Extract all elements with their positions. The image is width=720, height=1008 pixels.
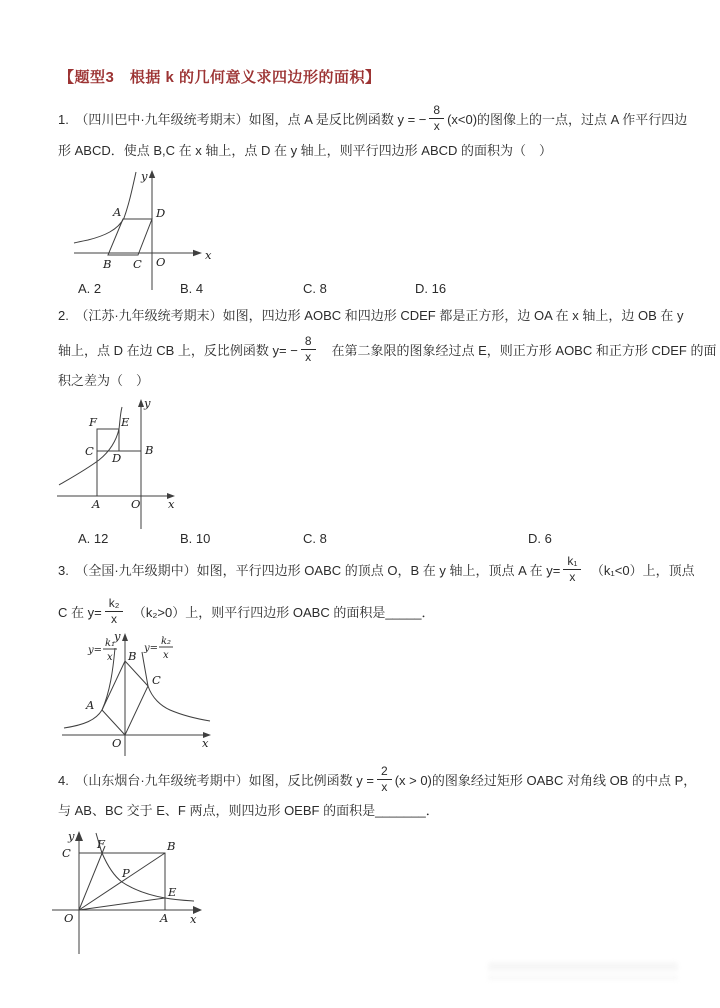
fig3-y-arrow-icon xyxy=(122,633,128,641)
fig3-eq1-numerator: k₁ xyxy=(105,638,116,649)
fig1-parallelogram-abcd xyxy=(108,219,152,255)
problem-3-fraction-2 xyxy=(105,597,124,625)
fig3-equation-k2 xyxy=(143,636,173,661)
option-c: C. 8 xyxy=(303,281,327,296)
fig2-label-e: E xyxy=(121,415,130,429)
fig3-label-b: B xyxy=(128,649,137,663)
fraction-denominator: x xyxy=(111,611,118,626)
fig3-label-a: A xyxy=(86,698,95,712)
problem-2-fraction xyxy=(301,335,316,363)
problem-2-line-2 xyxy=(58,331,716,367)
option-b: B. 10 xyxy=(180,531,211,546)
watermark-ghost xyxy=(488,962,678,984)
problem-1-text-pre: 1. （四川巴中·九年级统考期末）如图，点 A 是反比例函数 y = − xyxy=(58,111,427,127)
fig4-label-p: P xyxy=(122,866,130,880)
problem-4-text-pre: 4. （山东烟台·九年级统考期中）如图，反比例函数 y = xyxy=(58,772,374,788)
fraction-denominator: x xyxy=(381,779,388,794)
fig1-x-arrow-icon xyxy=(193,250,202,256)
problem-4-text-post: (x > 0)的图象经过矩形 OABC 对角线 OB 的中点 P， xyxy=(394,772,697,788)
problem-2-line-1: 2. （江苏·九年级统考期末）如图，四边形 AOBC 和四边形 CDEF 都是正方形，边 OA 在 x 轴上，边 OB 在 y xyxy=(58,308,684,323)
fig3-label-o: O xyxy=(112,736,122,750)
fig4-label-f: F xyxy=(97,837,105,851)
fig4-label-a: A xyxy=(160,911,169,925)
problem-3-text-pre: 3. （全国·九年级期中）如图，平行四边形 OABC 的顶点 O，B 在 y 轴上，顶点 A 在 y= xyxy=(58,562,561,578)
problem-3-line-2 xyxy=(58,593,434,629)
problem-4-fraction xyxy=(377,765,392,793)
fig3-label-x: x xyxy=(202,736,209,750)
section-title: 【题型3 根据 k 的几何意义求四边形的面积】 xyxy=(59,69,381,86)
fig3-equation-k1 xyxy=(87,638,117,663)
fig2-label-c: C xyxy=(85,444,94,458)
fraction-numerator: k₁ xyxy=(563,555,581,570)
fig3-eq1-denominator: x xyxy=(107,652,113,663)
option-d: D. 16 xyxy=(415,281,447,296)
fig2-label-b: B xyxy=(145,443,154,457)
fig2-label-a: A xyxy=(92,497,101,511)
fig1-label-a: A xyxy=(113,205,122,219)
problem-3-text-post2: （k₂>0）上，则平行四边形 OABC 的面积是_____． xyxy=(126,604,435,620)
fig4-label-e: E xyxy=(168,885,177,899)
fig1-label-x: x xyxy=(205,248,212,262)
fig2-label-f: F xyxy=(89,415,97,429)
fig4-line-of xyxy=(79,846,105,910)
problem-1-line-1 xyxy=(58,100,687,136)
fig1-label-o: O xyxy=(156,255,166,269)
fig4-label-b: B xyxy=(167,839,176,853)
problem-3-fraction-1 xyxy=(563,555,581,583)
fig4-label-o: O xyxy=(64,911,74,925)
problem-3-text-pre2: C 在 y= xyxy=(58,604,102,620)
problem-3-text-mid: （k₁<0）上，顶点 xyxy=(584,562,695,578)
fraction-numerator: 8 xyxy=(301,335,316,350)
option-d: D. 6 xyxy=(528,531,552,546)
fraction-denominator: x xyxy=(569,569,576,584)
figure-3 xyxy=(62,630,217,760)
problem-2-text-pre: 轴上，点 D 在边 CB 上，反比例函数 y= − xyxy=(58,342,298,358)
fig3-eq2-lhs: y= xyxy=(144,643,159,654)
option-c: C. 8 xyxy=(303,531,327,546)
figure-2 xyxy=(55,395,205,533)
fig1-y-arrow-icon xyxy=(149,170,155,178)
problem-2-text-post: 在第二象限的图象经过点 E，则正方形 AOBC 和正方形 CDEF 的面 xyxy=(318,342,717,358)
fraction-numerator: k₂ xyxy=(105,597,124,612)
option-a: A. 2 xyxy=(78,281,102,296)
fig1-hyperbola-curve xyxy=(74,172,136,243)
fig2-label-y: y xyxy=(144,396,151,410)
fig4-label-y: y xyxy=(68,829,75,843)
problem-2-line-3: 积之差为（ ） xyxy=(58,373,150,388)
problem-4-line-1 xyxy=(58,761,696,797)
fig4-y-arrow-icon xyxy=(75,831,83,841)
fig2-label-o: O xyxy=(131,497,141,511)
figure-1 xyxy=(72,166,232,294)
problem-4-line-2: 与 AB、BC 交于 E、F 两点，则四边形 OEBF 的面积是_______． xyxy=(58,803,439,818)
fig2-label-x: x xyxy=(168,497,175,511)
fig4-hyperbola-curve xyxy=(96,833,194,901)
fig2-label-d: D xyxy=(112,451,122,465)
problem-3-line-1 xyxy=(58,551,695,587)
fig3-label-c: C xyxy=(152,673,161,687)
fig3-label-y: y xyxy=(114,629,121,643)
fraction-denominator: x xyxy=(305,349,312,364)
fig4-line-oe xyxy=(79,898,165,910)
fraction-denominator: x xyxy=(433,118,440,133)
problem-1-line-2: 形 ABCD．使点 B,C 在 x 轴上，点 D 在 y 轴上，则平行四边形 ABCD 的面积为（ ） xyxy=(58,143,553,158)
fig3-eq2-denominator: x xyxy=(163,650,169,661)
fig4-label-c: C xyxy=(62,846,71,860)
fig1-label-b: B xyxy=(103,257,112,271)
fig1-label-c: C xyxy=(133,257,142,271)
option-b: B. 4 xyxy=(180,281,204,296)
fig3-eq1-lhs: y= xyxy=(88,645,103,656)
fig3-eq2-numerator: k₂ xyxy=(161,636,172,647)
fig1-label-y: y xyxy=(141,169,148,183)
fraction-numerator: 2 xyxy=(377,765,392,780)
problem-1-fraction xyxy=(429,104,444,132)
fraction-numerator: 8 xyxy=(429,104,444,119)
fig1-label-d: D xyxy=(156,206,166,220)
option-a: A. 12 xyxy=(78,531,109,546)
figure-4 xyxy=(52,828,217,958)
fig4-label-x: x xyxy=(190,912,197,926)
problem-1-text-post: (x<0)的图像上的一点，过点 A 作平行四边 xyxy=(447,111,688,127)
